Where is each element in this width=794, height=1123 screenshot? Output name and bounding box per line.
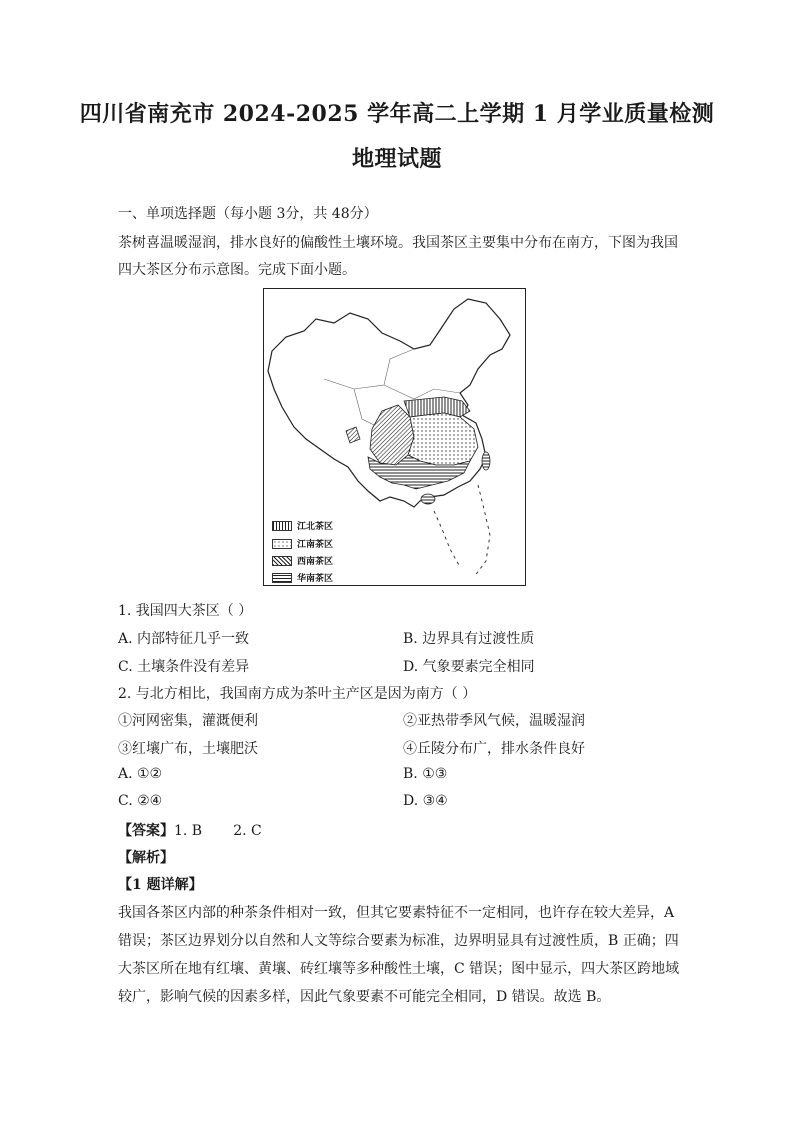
q1-option-d: D. 气象要素完全相同 (403, 659, 535, 675)
legend-label: 江北茶区 (297, 522, 334, 532)
legend-jiangbei (272, 519, 333, 532)
dots-swatch-icon (272, 539, 292, 549)
answer-row (118, 820, 262, 840)
legend-label: 西南茶区 (297, 557, 334, 567)
legend-jiangnan (272, 537, 333, 550)
south-china-sea-line (434, 485, 490, 577)
page-subtitle: 地理试题 (351, 146, 442, 172)
analysis-line-1: 我国各茶区内部的种茶条件相对一致，但其它要素特征不一定相同，也许存在较大差异，A (118, 905, 675, 921)
answer-text: 1. B 2. C (174, 823, 262, 839)
vertical-lines-swatch-icon (272, 521, 292, 531)
q1-option-a: A. 内部特征几乎一致 (118, 631, 250, 647)
tea-region-map (263, 288, 526, 586)
q2-option-b: B. ①③ (403, 766, 448, 782)
answer-label: 【答案】 (118, 823, 174, 839)
horizontal-lines-swatch-icon (272, 573, 292, 583)
analysis-line-4: 较广，影响气候的因素多样，因此气象要素不可能完全相同，D 错误。故选 B。 (118, 989, 611, 1005)
q1-option-c: C. 土壤条件没有差异 (118, 659, 250, 675)
diagonal-lines-swatch-icon (272, 556, 292, 566)
q2-stem: 2. 与北方相比，我国南方成为茶叶主产区是因为南方（ ） (118, 686, 477, 702)
analysis-line-2: 错误；茶区边界划分以自然和人文等综合要素为标准，边界明显具有过渡性质，B 正确；四 (118, 933, 679, 949)
q2-item-1: ①河网密集，灌溉便利 (118, 713, 258, 729)
hainan-island (421, 494, 435, 504)
legend-huanan (272, 571, 333, 584)
intro-line-2: 四大茶区分布示意图。完成下面小题。 (118, 262, 356, 278)
section-heading: 一、单项选择题（每小题 3分，共 48分） (118, 206, 378, 222)
q1-stem: 1. 我国四大茶区（ ） (118, 603, 253, 619)
legend-label: 江南茶区 (297, 540, 334, 550)
legend-southwest (272, 554, 333, 567)
q2-item-2: ②亚热带季风气候，温暖湿润 (403, 713, 585, 729)
q2-option-a: A. ①② (118, 766, 163, 782)
q1-analysis-label: 【1 题详解】 (118, 877, 203, 893)
analysis-line-3: 大茶区所在地有红壤、黄壤、砖红壤等多种酸性土壤，C 错误；图中显示，四大茶区跨地域 (118, 961, 680, 977)
q2-option-d: D. ③④ (403, 793, 448, 809)
legend-label: 华南茶区 (297, 574, 334, 584)
analysis-label: 【解析】 (118, 850, 174, 866)
intro-line-1: 茶树喜温暖湿润，排水良好的偏酸性土壤环境。我国茶区主要集中分布在南方，下图为我国 (118, 235, 678, 251)
q1-option-b: B. 边界具有过渡性质 (403, 631, 535, 647)
taiwan-island (482, 452, 490, 470)
page-title: 四川省南充市 2024-2025 学年高二上学期 1 月学业质量检测 (79, 101, 715, 127)
q2-item-4: ④丘陵分布广，排水条件良好 (403, 741, 585, 757)
q2-item-3: ③红壤广布，土壤肥沃 (118, 741, 258, 757)
q2-option-c: C. ②④ (118, 793, 163, 809)
